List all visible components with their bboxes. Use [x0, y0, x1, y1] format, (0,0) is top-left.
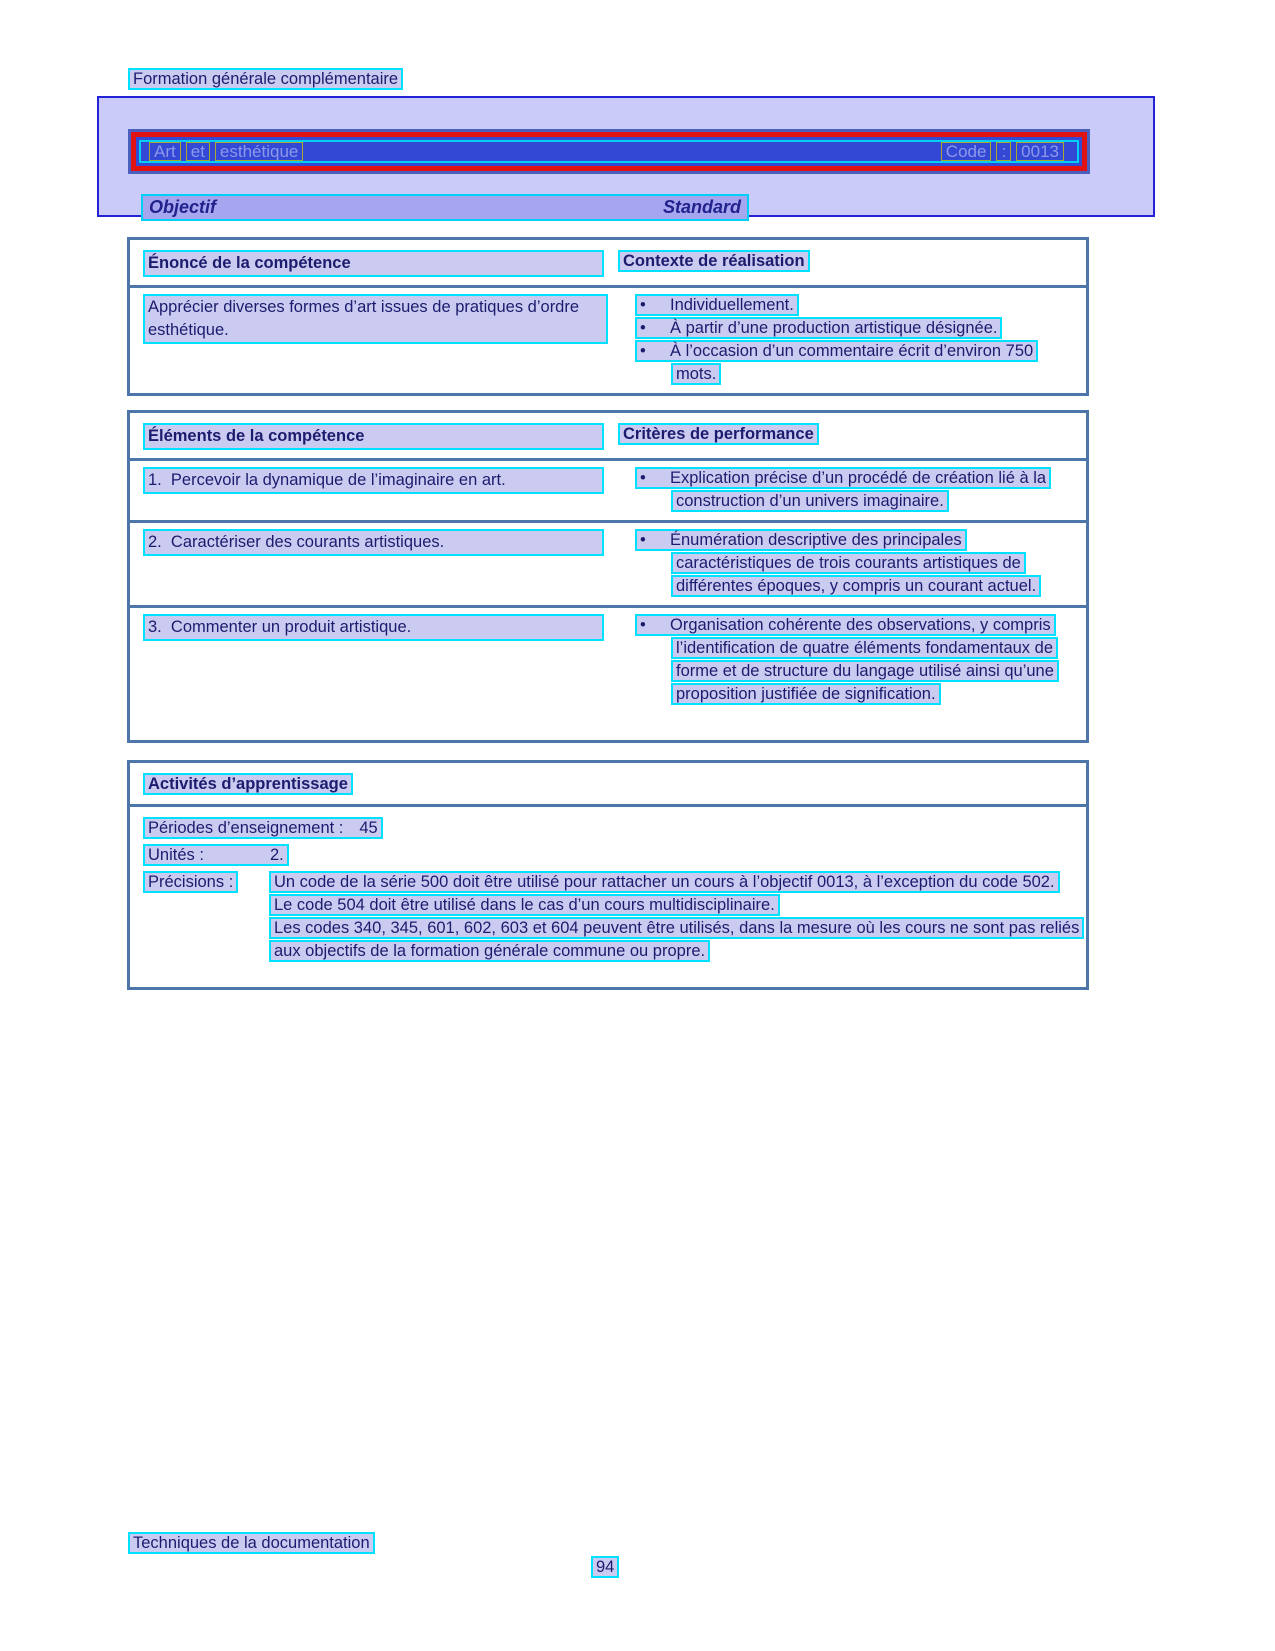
- bullet-icon: •: [640, 342, 646, 360]
- row-cell-right: [618, 294, 1086, 386]
- criteres-bullet-list: [618, 614, 1078, 706]
- list-item: • Individuellement.: [635, 294, 1072, 317]
- course-title-bar: [131, 132, 1087, 171]
- row-cell-left: [130, 529, 618, 598]
- list-item: • À l’occasion d’un commentaire écrit d’environ 750 mots.: [635, 340, 1072, 386]
- list-item: • Organisation cohérente des observations, y compris l’identification de quatre éléments fondamentaux de forme et de structure du langage utilisé ainsi qu’une proposition justifiée de signification.: [635, 614, 1072, 706]
- contexte-bullet-list: [618, 294, 1078, 386]
- precision-item: Un code de la série 500 doit être utilisé pour rattacher un cours à l’objectif 0013, à l’exception du code 502.: [269, 871, 1086, 894]
- banner-box: [97, 96, 1155, 217]
- precisions-label-cell: [143, 871, 269, 963]
- header-cell-left: [130, 250, 618, 277]
- precisions-label: Précisions :: [143, 871, 238, 893]
- objectif-label: Objectif: [149, 197, 217, 217]
- units-value: 2.: [269, 846, 284, 864]
- row-cell-right: [618, 529, 1086, 598]
- row-cell-right: [618, 614, 1086, 706]
- title-word: Art: [149, 142, 181, 161]
- row-cell-right: [618, 467, 1086, 513]
- page-number: 94: [591, 1556, 619, 1579]
- periods-line: [143, 817, 1086, 840]
- bullet-icon: •: [640, 296, 646, 314]
- element-item: 1. Percevoir la dynamique de l’imaginaire en art.: [143, 467, 604, 494]
- precisions-line: [143, 871, 1086, 963]
- bullet-icon: •: [640, 319, 646, 337]
- activities-body: [130, 807, 1086, 977]
- element-item: 3. Commenter un produit artistique.: [143, 614, 604, 641]
- precisions-text: [269, 871, 1086, 963]
- elements-table: [127, 410, 1089, 743]
- title-word: et: [186, 142, 210, 161]
- course-code: [941, 142, 1069, 161]
- row-cell-left: [130, 614, 618, 706]
- list-item: • Explication précise d’un procédé de création lié à la construction d’un univers imaginaire.: [635, 467, 1072, 513]
- precision-item: Les codes 340, 345, 601, 602, 603 et 604 peuvent être utilisés, dans la mesure où les cours ne sont pas reliés aux objectifs de la formation générale commune ou propre.: [269, 917, 1086, 963]
- periods-value: 45: [359, 819, 378, 837]
- criteres-bullet-list: [618, 529, 1078, 598]
- table-row: [130, 605, 1086, 713]
- elements-header-label: Éléments de la compétence: [143, 423, 604, 450]
- header-cell-left: [130, 423, 618, 450]
- row-cell-left: [130, 294, 618, 386]
- activities-table-header: [130, 763, 1086, 807]
- competence-table: [127, 237, 1089, 396]
- units-label: Unités :: [148, 846, 204, 864]
- competence-statement: Apprécier diverses formes d’art issues de pratiques d’ordre esthétique.: [143, 294, 608, 344]
- criteres-header-label: Critères de performance: [618, 423, 819, 445]
- criteres-bullet-list: [618, 467, 1078, 513]
- objectif-standard-band: [141, 194, 749, 221]
- course-title-strip: [139, 140, 1079, 163]
- bullet-icon: •: [640, 616, 646, 634]
- page-running-footer: [128, 1532, 375, 1555]
- row-cell-left: [130, 467, 618, 513]
- competence-header-label: Énoncé de la compétence: [143, 250, 604, 277]
- header-cell: [130, 773, 353, 796]
- footer-label: Techniques de la documentation: [128, 1532, 375, 1554]
- element-item: 2. Caractériser des courants artistiques.: [143, 529, 604, 556]
- standard-label: Standard: [662, 197, 741, 217]
- header-cell-right: [618, 250, 1086, 277]
- header-cell-right: [618, 423, 1086, 450]
- activities-header-label: Activités d’apprentissage: [143, 773, 353, 795]
- elements-table-header: [130, 413, 1086, 461]
- table-row: [130, 461, 1086, 520]
- title-word: esthétique: [215, 142, 303, 161]
- code-value: 0013: [1016, 142, 1064, 161]
- competence-table-header: [130, 240, 1086, 288]
- list-item: • À partir d’une production artistique désignée.: [635, 317, 1072, 340]
- activities-table: [127, 760, 1089, 990]
- page-running-header: [128, 68, 403, 91]
- page-header-label: Formation générale complémentaire: [128, 68, 403, 90]
- contexte-header-label: Contexte de réalisation: [618, 250, 810, 272]
- course-title: [149, 142, 308, 161]
- table-row: [130, 520, 1086, 605]
- bullet-icon: •: [640, 531, 646, 549]
- bullet-icon: •: [640, 469, 646, 487]
- units-line: [143, 844, 1086, 867]
- list-item: • Énumération descriptive des principales caractéristiques de trois courants artistiques de différentes époques, y compris un courant actuel.: [635, 529, 1072, 598]
- code-label: Code: [941, 142, 992, 161]
- code-colon: :: [996, 142, 1011, 161]
- precision-item: Le code 504 doit être utilisé dans le cas d’un cours multidisciplinaire.: [269, 894, 1086, 917]
- table-row: [130, 288, 1086, 393]
- periods-label: Périodes d’enseignement :: [148, 819, 344, 837]
- course-title-bar-frame: [128, 129, 1090, 174]
